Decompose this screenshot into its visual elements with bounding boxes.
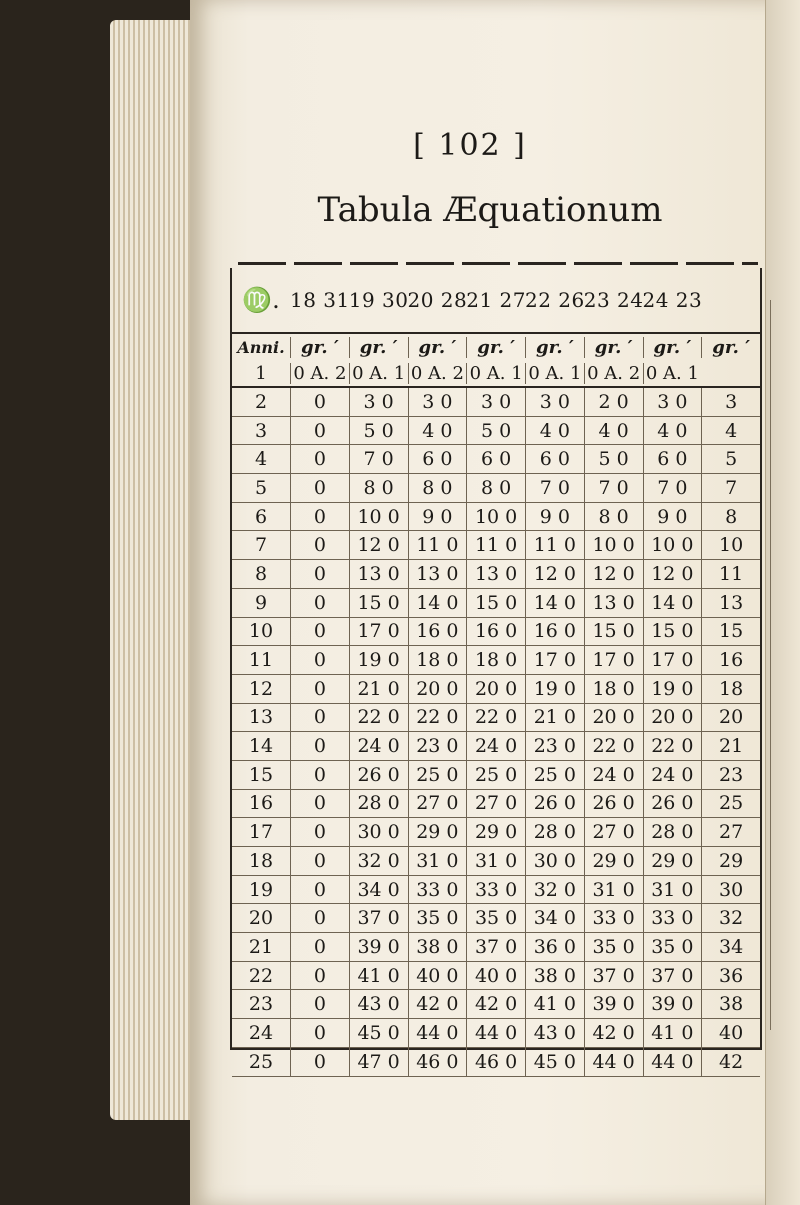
table-body bbox=[232, 388, 760, 1077]
table-cell: 11 0 bbox=[466, 531, 525, 559]
table-cell: 0 bbox=[290, 618, 349, 646]
table-cell: 10 0 bbox=[643, 531, 702, 559]
table-cell: 44 0 bbox=[466, 1019, 525, 1047]
table-cell: 22 0 bbox=[466, 704, 525, 732]
sign-column-label: 20 28 bbox=[407, 288, 468, 312]
table-cell: 17 0 bbox=[525, 646, 584, 674]
table-cell: 7 bbox=[701, 474, 760, 502]
units-label: gr. ′ bbox=[466, 337, 525, 358]
table-cell: 5 0 bbox=[349, 417, 408, 445]
table-row bbox=[232, 388, 760, 417]
units-header-row bbox=[232, 334, 760, 360]
table-cell: 8 bbox=[701, 503, 760, 531]
year-cell: 20 bbox=[248, 907, 274, 930]
table-cell: 15 0 bbox=[349, 589, 408, 617]
table-cell: 13 0 bbox=[466, 560, 525, 588]
table-cell: 26 0 bbox=[349, 761, 408, 789]
table-cell: 16 bbox=[701, 646, 760, 674]
table-cell: 23 bbox=[701, 761, 760, 789]
table-cell: 0 bbox=[290, 531, 349, 559]
table-cell: 0 A. 1 bbox=[349, 363, 408, 384]
table-cell: 24 0 bbox=[643, 761, 702, 789]
table-cell: 9 0 bbox=[643, 503, 702, 531]
table-cell: 41 0 bbox=[349, 962, 408, 990]
table-cell: 4 0 bbox=[584, 417, 643, 445]
table-cell: 6 0 bbox=[525, 445, 584, 473]
table-cell: 15 0 bbox=[466, 589, 525, 617]
table-cell: 32 bbox=[701, 904, 760, 932]
table-cell: 27 0 bbox=[408, 790, 467, 818]
table-cell: 18 0 bbox=[584, 675, 643, 703]
table-cell: 34 0 bbox=[349, 876, 408, 904]
table-cell: 8 0 bbox=[349, 474, 408, 502]
table-cell: 38 0 bbox=[525, 962, 584, 990]
table-cell: 10 0 bbox=[349, 503, 408, 531]
table-row bbox=[232, 847, 760, 876]
table-cell: 3 0 bbox=[525, 388, 584, 416]
equation-table bbox=[230, 268, 762, 1073]
table-cell: 3 0 bbox=[349, 388, 408, 416]
table-cell: 22 0 bbox=[408, 704, 467, 732]
table-cell: 37 0 bbox=[584, 962, 643, 990]
table-cell: 38 0 bbox=[408, 933, 467, 961]
table-cell: 11 0 bbox=[408, 531, 467, 559]
year-cell: 13 bbox=[248, 706, 274, 729]
table-cell: 14 0 bbox=[408, 589, 467, 617]
table-cell: 21 0 bbox=[349, 675, 408, 703]
year-cell: 10 bbox=[248, 620, 274, 643]
table-cell: 25 0 bbox=[466, 761, 525, 789]
year-cell: 14 bbox=[248, 735, 274, 758]
table-cell: 12 0 bbox=[349, 531, 408, 559]
table-row bbox=[232, 818, 760, 847]
units-label: gr. ′ bbox=[643, 337, 702, 358]
table-cell: 33 0 bbox=[584, 904, 643, 932]
table-cell: 27 0 bbox=[584, 818, 643, 846]
table-cell: 16 0 bbox=[408, 618, 467, 646]
units-label: gr. ′ bbox=[408, 337, 467, 358]
table-cell: 44 0 bbox=[643, 1048, 702, 1076]
table-cell: 10 0 bbox=[584, 531, 643, 559]
table-cell: 22 0 bbox=[643, 732, 702, 760]
table-cell: 37 0 bbox=[466, 933, 525, 961]
table-cell: 0 bbox=[290, 904, 349, 932]
year-cell: 24 bbox=[248, 1021, 274, 1044]
table-cell: 20 0 bbox=[466, 675, 525, 703]
table-cell: 40 0 bbox=[466, 962, 525, 990]
year-cell: 8 bbox=[254, 562, 268, 585]
table-cell: 17 0 bbox=[349, 618, 408, 646]
table-cell: 39 0 bbox=[584, 990, 643, 1018]
year-cell: 16 bbox=[248, 792, 274, 815]
table-cell: 44 0 bbox=[584, 1048, 643, 1076]
table-cell: 40 0 bbox=[408, 962, 467, 990]
table-cell: 37 0 bbox=[349, 904, 408, 932]
table-cell: 0 A. 1 bbox=[525, 363, 584, 384]
table-cell: 0 A. 1 bbox=[643, 363, 702, 384]
table-cell: 8 0 bbox=[466, 474, 525, 502]
table-cell: 13 bbox=[701, 589, 760, 617]
virgo-sign-icon: ♍. bbox=[242, 286, 280, 314]
table-cell: 42 0 bbox=[466, 990, 525, 1018]
table-cell: 8 0 bbox=[408, 474, 467, 502]
table-cell: 41 0 bbox=[643, 1019, 702, 1047]
table-cell: 5 0 bbox=[584, 445, 643, 473]
year-cell: 23 bbox=[248, 993, 274, 1016]
units-label: gr. ′ bbox=[701, 337, 760, 358]
table-cell: 5 0 bbox=[466, 417, 525, 445]
table-cell: 20 0 bbox=[643, 704, 702, 732]
table-cell: 0 bbox=[290, 704, 349, 732]
table-cell: 27 0 bbox=[466, 790, 525, 818]
sign-column-label: 24 23 bbox=[642, 288, 703, 312]
table-cell: 7 0 bbox=[643, 474, 702, 502]
table-cell: 4 bbox=[701, 417, 760, 445]
table-cell: 20 bbox=[701, 704, 760, 732]
table-cell: 45 0 bbox=[349, 1019, 408, 1047]
table-cell: 42 bbox=[701, 1048, 760, 1076]
table-cell: 4 0 bbox=[408, 417, 467, 445]
table-cell: 19 0 bbox=[349, 646, 408, 674]
table-cell: 0 bbox=[290, 503, 349, 531]
table-row bbox=[232, 990, 760, 1019]
table-cell: 6 0 bbox=[466, 445, 525, 473]
table-cell: 0 bbox=[290, 445, 349, 473]
table-cell: 33 0 bbox=[408, 876, 467, 904]
table-cell: 42 0 bbox=[408, 990, 467, 1018]
table-cell: 1 bbox=[255, 362, 267, 384]
table-cell: 43 0 bbox=[525, 1019, 584, 1047]
table-cell: 29 0 bbox=[643, 847, 702, 875]
table-cell: 28 0 bbox=[525, 818, 584, 846]
table-cell: 19 0 bbox=[643, 675, 702, 703]
table-cell: 4 0 bbox=[643, 417, 702, 445]
table-cell: 7 0 bbox=[584, 474, 643, 502]
table-cell: 0 bbox=[290, 933, 349, 961]
table-cell: 17 0 bbox=[584, 646, 643, 674]
table-cell: 0 bbox=[290, 847, 349, 875]
table-cell: 0 bbox=[290, 589, 349, 617]
table-cell: 11 0 bbox=[525, 531, 584, 559]
table-cell: 29 0 bbox=[408, 818, 467, 846]
table-cell: 5 bbox=[701, 445, 760, 473]
table-cell: 6 0 bbox=[408, 445, 467, 473]
table-row bbox=[232, 417, 760, 446]
sign-column-label: 19 30 bbox=[348, 288, 409, 312]
table-row bbox=[232, 933, 760, 962]
table-cell: 29 0 bbox=[584, 847, 643, 875]
table-cell: 0 A. 2 bbox=[290, 363, 349, 384]
table-cell: 14 0 bbox=[525, 589, 584, 617]
table-cell: 0 bbox=[290, 962, 349, 990]
table-row bbox=[232, 531, 760, 560]
year-cell: 21 bbox=[248, 935, 274, 958]
table-cell: 26 0 bbox=[643, 790, 702, 818]
table-cell: 22 0 bbox=[349, 704, 408, 732]
table-row bbox=[232, 732, 760, 761]
table-cell: 13 0 bbox=[349, 560, 408, 588]
page-number: [ 102 ] bbox=[413, 128, 527, 163]
table-row bbox=[232, 790, 760, 819]
table-cell: 25 bbox=[701, 790, 760, 818]
year-cell: 25 bbox=[248, 1050, 274, 1073]
table-cell: 46 0 bbox=[408, 1048, 467, 1076]
table-row bbox=[232, 646, 760, 675]
table-cell: 41 0 bbox=[525, 990, 584, 1018]
year-cell: 18 bbox=[248, 849, 274, 872]
year-cell: 11 bbox=[248, 649, 274, 672]
table-cell: 12 0 bbox=[643, 560, 702, 588]
table-cell: 0 bbox=[290, 474, 349, 502]
year-cell: 7 bbox=[254, 534, 268, 557]
table-cell: 0 bbox=[290, 990, 349, 1018]
first-year-row bbox=[232, 360, 760, 388]
table-cell: 28 0 bbox=[643, 818, 702, 846]
table-cell: 32 0 bbox=[525, 876, 584, 904]
table-cell: 6 0 bbox=[643, 445, 702, 473]
table-row bbox=[232, 675, 760, 704]
table-cell: 30 0 bbox=[525, 847, 584, 875]
table-cell: 22 0 bbox=[584, 732, 643, 760]
sign-column-label: 21 27 bbox=[466, 288, 527, 312]
table-cell: 16 0 bbox=[466, 618, 525, 646]
table-row bbox=[232, 704, 760, 733]
table-cell: 12 0 bbox=[584, 560, 643, 588]
table-cell: 0 bbox=[290, 790, 349, 818]
table-cell: 33 0 bbox=[466, 876, 525, 904]
year-cell: 4 bbox=[254, 448, 268, 471]
table-cell: 0 bbox=[290, 1019, 349, 1047]
next-page-column-rule bbox=[770, 300, 795, 1030]
table-cell: 44 0 bbox=[408, 1019, 467, 1047]
table-cell: 0 bbox=[290, 417, 349, 445]
table-cell: 18 0 bbox=[466, 646, 525, 674]
table-cell: 25 0 bbox=[408, 761, 467, 789]
table-cell: 32 0 bbox=[349, 847, 408, 875]
table-cell: 10 bbox=[701, 531, 760, 559]
sign-header-row bbox=[232, 268, 760, 334]
table-row bbox=[232, 560, 760, 589]
table-row bbox=[232, 445, 760, 474]
table-cell: 3 0 bbox=[408, 388, 467, 416]
table-row bbox=[232, 589, 760, 618]
year-cell: 3 bbox=[254, 419, 268, 442]
table-cell: 21 bbox=[701, 732, 760, 760]
table-cell: 15 bbox=[701, 618, 760, 646]
table-cell: 0 A. 2 bbox=[408, 363, 467, 384]
table-cell: 18 0 bbox=[408, 646, 467, 674]
units-label: gr. ′ bbox=[349, 337, 408, 358]
table-cell: 13 0 bbox=[584, 589, 643, 617]
table-cell: 15 0 bbox=[584, 618, 643, 646]
table-cell: 0 bbox=[290, 732, 349, 760]
table-cell: 26 0 bbox=[525, 790, 584, 818]
table-cell: 0 bbox=[290, 818, 349, 846]
table-cell: 24 0 bbox=[466, 732, 525, 760]
table-cell: 40 bbox=[701, 1019, 760, 1047]
table-cell: 31 0 bbox=[408, 847, 467, 875]
table-cell: 4 0 bbox=[525, 417, 584, 445]
table-cell: 19 0 bbox=[525, 675, 584, 703]
table-cell: 45 0 bbox=[525, 1048, 584, 1076]
table-cell: 23 0 bbox=[525, 732, 584, 760]
sign-column-label: 18 31 bbox=[290, 288, 350, 312]
table-cell: 0 bbox=[290, 388, 349, 416]
table-cell: 29 0 bbox=[466, 818, 525, 846]
table-cell: 36 bbox=[701, 962, 760, 990]
table-cell: 0 bbox=[290, 1048, 349, 1076]
table-cell: 11 bbox=[701, 560, 760, 588]
table-cell: 42 0 bbox=[584, 1019, 643, 1047]
table-cell: 39 0 bbox=[349, 933, 408, 961]
table-cell: 0 bbox=[290, 675, 349, 703]
table-cell: 35 0 bbox=[408, 904, 467, 932]
table-cell: 30 0 bbox=[349, 818, 408, 846]
units-label: gr. ′ bbox=[525, 337, 584, 358]
table-row bbox=[232, 618, 760, 647]
table-cell: 31 0 bbox=[643, 876, 702, 904]
table-cell: 2 0 bbox=[584, 388, 643, 416]
table-cell: 29 bbox=[701, 847, 760, 875]
table-cell: 46 0 bbox=[466, 1048, 525, 1076]
table-cell: 36 0 bbox=[525, 933, 584, 961]
year-cell: 19 bbox=[248, 878, 274, 901]
table-cell: 23 0 bbox=[408, 732, 467, 760]
table-row bbox=[232, 904, 760, 933]
table-row bbox=[232, 474, 760, 503]
table-cell: 0 bbox=[290, 646, 349, 674]
table-row bbox=[232, 876, 760, 905]
table-cell: 35 0 bbox=[643, 933, 702, 961]
table-cell: 18 bbox=[701, 675, 760, 703]
table-cell: 3 0 bbox=[643, 388, 702, 416]
table-cell: 38 bbox=[701, 990, 760, 1018]
table-row bbox=[232, 503, 760, 532]
table-cell: 34 bbox=[701, 933, 760, 961]
table-cell: 39 0 bbox=[643, 990, 702, 1018]
year-cell: 2 bbox=[254, 390, 268, 413]
table-cell: 34 0 bbox=[525, 904, 584, 932]
table-cell: 24 0 bbox=[584, 761, 643, 789]
table-cell: 0 A. 1 bbox=[466, 363, 525, 384]
table-cell: 17 0 bbox=[643, 646, 702, 674]
table-cell: 21 0 bbox=[525, 704, 584, 732]
page-title: Tabula Æquationum bbox=[317, 190, 663, 230]
units-label: Anni. bbox=[237, 337, 285, 357]
table-cell: 14 0 bbox=[643, 589, 702, 617]
year-cell: 15 bbox=[248, 763, 274, 786]
table-cell: 0 bbox=[290, 761, 349, 789]
table-row bbox=[232, 962, 760, 991]
table-cell: 12 0 bbox=[525, 560, 584, 588]
table-cell: 27 bbox=[701, 818, 760, 846]
units-label: gr. ′ bbox=[584, 337, 643, 358]
table-cell: 37 0 bbox=[643, 962, 702, 990]
table-cell: 15 0 bbox=[643, 618, 702, 646]
table-cell: 47 0 bbox=[349, 1048, 408, 1076]
table-cell: 35 0 bbox=[584, 933, 643, 961]
table-cell: 31 0 bbox=[466, 847, 525, 875]
sign-column-label: 23 24 bbox=[583, 288, 644, 312]
table-cell: 25 0 bbox=[525, 761, 584, 789]
table-cell: 0 A. 2 bbox=[584, 363, 643, 384]
table-cell: 7 0 bbox=[349, 445, 408, 473]
ornamental-rule bbox=[238, 262, 758, 265]
table-cell: 9 0 bbox=[408, 503, 467, 531]
table-row bbox=[232, 1048, 760, 1077]
table-cell: 28 0 bbox=[349, 790, 408, 818]
table-cell: 20 0 bbox=[408, 675, 467, 703]
year-cell: 12 bbox=[248, 677, 274, 700]
year-cell: 9 bbox=[254, 591, 268, 614]
table-cell: 20 0 bbox=[584, 704, 643, 732]
table-cell: 10 0 bbox=[466, 503, 525, 531]
table-cell: 9 0 bbox=[525, 503, 584, 531]
table-cell: 3 0 bbox=[466, 388, 525, 416]
table-row bbox=[232, 1019, 760, 1048]
table-cell: 3 bbox=[701, 388, 760, 416]
table-cell: 26 0 bbox=[584, 790, 643, 818]
table-cell: 24 0 bbox=[349, 732, 408, 760]
table-cell: 33 0 bbox=[643, 904, 702, 932]
table-cell: 0 bbox=[290, 876, 349, 904]
table-cell: 31 0 bbox=[584, 876, 643, 904]
table-cell: 13 0 bbox=[408, 560, 467, 588]
table-row bbox=[232, 761, 760, 790]
year-cell: 17 bbox=[248, 821, 274, 844]
year-cell: 22 bbox=[248, 964, 274, 987]
table-cell: 30 bbox=[701, 876, 760, 904]
year-cell: 6 bbox=[254, 505, 268, 528]
sign-column-label: 22 26 bbox=[525, 288, 585, 312]
table-cell: 0 bbox=[290, 560, 349, 588]
year-cell: 5 bbox=[254, 476, 268, 499]
units-label: gr. ′ bbox=[290, 337, 349, 358]
table-cell: 7 0 bbox=[525, 474, 584, 502]
table-cell: 43 0 bbox=[349, 990, 408, 1018]
table-cell: 16 0 bbox=[525, 618, 584, 646]
table-cell: 8 0 bbox=[584, 503, 643, 531]
table-cell: 35 0 bbox=[466, 904, 525, 932]
